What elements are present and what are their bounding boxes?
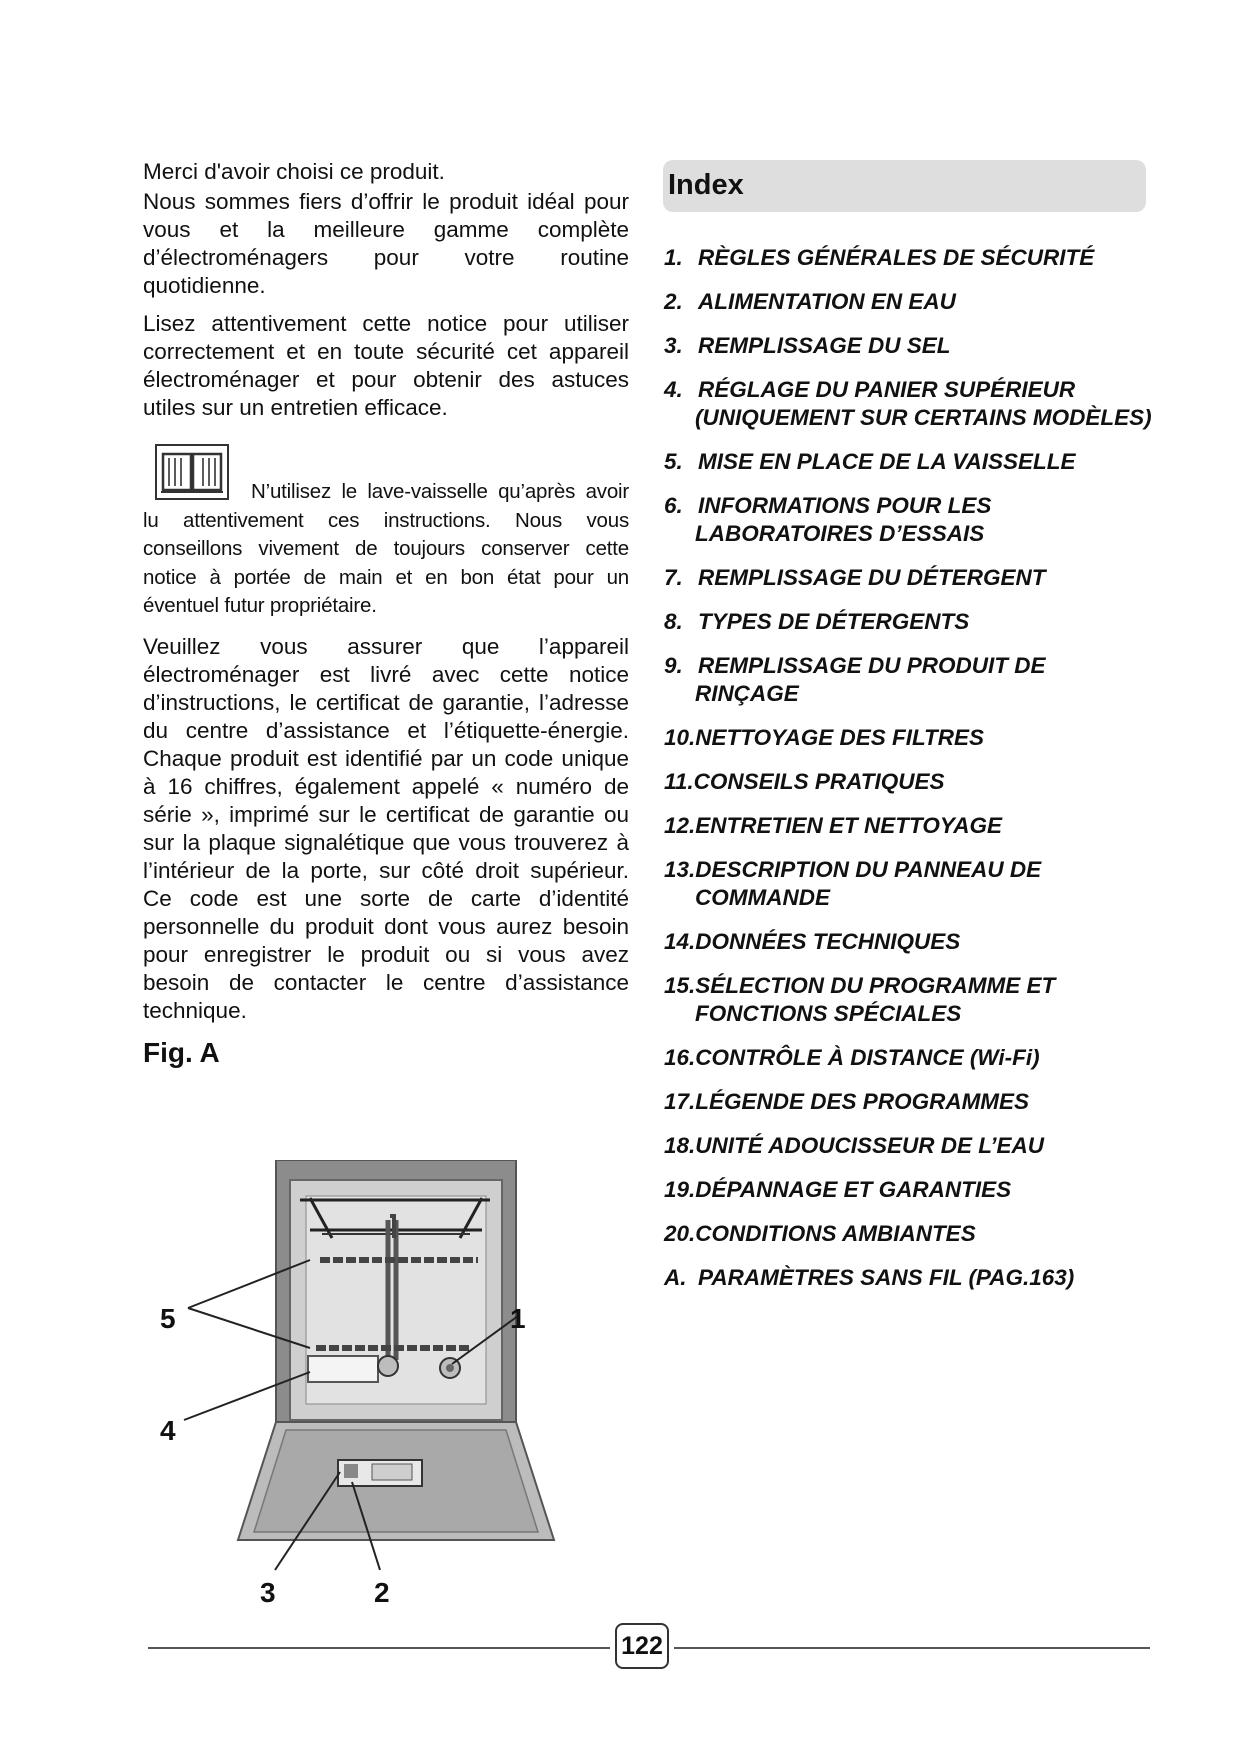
index-item: [664, 332, 1184, 360]
index-item-title: RÈGLES GÉNÉRALES DE SÉCURITÉ: [698, 245, 1095, 270]
index-item: [664, 928, 1184, 956]
index-item: [664, 1132, 1184, 1160]
index-item-title: CONTRÔLE À DISTANCE (Wi-Fi): [695, 1045, 1040, 1070]
index-item: [664, 768, 1184, 796]
index-item: [664, 812, 1184, 840]
index-item-continuation: LABORATOIRES D’ESSAIS: [695, 521, 985, 546]
index-item: [664, 724, 1184, 752]
index-item-continuation: COMMANDE: [695, 885, 830, 910]
note-body: N’utilisez le lave-vaisselle qu’après avoir lu attentivement ces instructions. Nous vous conseillons vivement de toujours conserver cette notice à portée de main et en bon état pour un éventuel futur propriétaire.: [143, 480, 629, 617]
intro-paragraph-1: [143, 158, 629, 300]
callout-4: 4: [160, 1415, 176, 1446]
index-item: [664, 1264, 1184, 1292]
index-item: [664, 448, 1184, 476]
index-item-title: INFORMATIONS POUR LES: [698, 493, 992, 518]
index-item-title: ENTRETIEN ET NETTOYAGE: [695, 813, 1002, 838]
intro-paragraph-3: Veuillez vous assurer que l’appareil électroménager est livré avec cette notice d’instructions, le certificat de garantie, l’adresse du centre d’assistance et l’étiquette-énergie. Chaque produit est identifié par un code unique à 16 chiffres, également appelé « numéro de série », imprimé sur le certificat de garantie ou sur la plaque signalétique que vous trouverez à l’intérieur de la porte, sur côté droit supérieur. Ce code est une sorte de carte d’identité personnelle du produit dont vous aurez besoin pour enregistrer le produit ou si vous avez besoin de contacter le centre d’assistance technique.: [143, 633, 629, 1023]
index-item: [664, 856, 1184, 912]
index-item-number: 20.: [664, 1221, 696, 1246]
index-item-title: REMPLISSAGE DU PRODUIT DE: [698, 653, 1046, 678]
intro-column: [143, 158, 629, 1069]
index-item-title: CONDITIONS AMBIANTES: [695, 1221, 976, 1246]
callout-2: 2: [374, 1577, 390, 1608]
index-item-number: 9.: [664, 653, 683, 678]
index-item-number: 8.: [664, 609, 683, 634]
index-item-number: A.: [664, 1265, 687, 1290]
callout-5: 5: [160, 1303, 176, 1334]
index-item: [664, 564, 1184, 592]
index-item-title: CONSEILS PRATIQUES: [693, 769, 945, 794]
index-item: [664, 1088, 1184, 1116]
filter-plate: [308, 1356, 378, 1382]
callout-1: 1: [510, 1303, 526, 1334]
index-item-number: 16.: [664, 1045, 696, 1070]
page-number: 122: [615, 1623, 669, 1669]
index-list: [664, 244, 1184, 1308]
intro-paragraph-2: Lisez attentivement cette notice pour utiliser correctement et en toute sécurité cet appareil électroménager et pour obtenir des astuces utiles sur un entretien efficace.: [143, 311, 629, 420]
index-item: [664, 376, 1184, 432]
filter-cup: [378, 1356, 398, 1376]
index-item-number: 13.: [664, 857, 696, 882]
figure-label: Fig. A: [143, 1036, 220, 1068]
index-item: [664, 492, 1184, 548]
index-item-title: DÉPANNAGE ET GARANTIES: [695, 1177, 1012, 1202]
footer-rule-left: [148, 1647, 610, 1649]
index-item-number: 4.: [664, 377, 683, 402]
index-item-title: PARAMÈTRES SANS FIL (PAG.163): [698, 1265, 1075, 1290]
index-item-number: 17.: [664, 1089, 696, 1114]
index-item-number: 11.: [664, 769, 694, 794]
index-item-number: 3.: [664, 333, 683, 358]
index-item-number: 18.: [664, 1133, 696, 1158]
open-book-icon: [155, 444, 229, 500]
index-item-title: ALIMENTATION EN EAU: [698, 289, 956, 314]
intro-pride: Nous sommes fiers d’offrir le produit idéal pour vous et la meilleure gamme complète d’électroménagers pour votre routine quotidienne.: [143, 189, 629, 298]
index-item-continuation: RINÇAGE: [695, 681, 799, 706]
index-item-number: 7.: [664, 565, 683, 590]
index-item-number: 12.: [664, 813, 696, 838]
index-header: [663, 160, 1146, 212]
index-item-number: 10.: [664, 725, 696, 750]
intro-thanks: Merci d'avoir choisi ce produit.: [143, 159, 445, 184]
index-item-title: NETTOYAGE DES FILTRES: [695, 725, 985, 750]
index-item-number: 1.: [664, 245, 683, 270]
index-item: [664, 244, 1184, 272]
index-item-number: 14.: [664, 929, 696, 954]
callout-3: 3: [260, 1577, 276, 1608]
index-item-title: DONNÉES TECHNIQUES: [695, 929, 961, 954]
index-item-title: MISE EN PLACE DE LA VAISSELLE: [698, 449, 1076, 474]
index-item: [664, 1044, 1184, 1072]
dishwasher-illustration: [160, 1160, 630, 1620]
index-item: [664, 652, 1184, 708]
manual-note: [143, 444, 629, 621]
index-item-continuation: FONCTIONS SPÉCIALES: [695, 1001, 962, 1026]
index-item: [664, 288, 1184, 316]
index-item-title: TYPES DE DÉTERGENTS: [698, 609, 970, 634]
index-item-title: REMPLISSAGE DU DÉTERGENT: [698, 565, 1046, 590]
index-item: [664, 1176, 1184, 1204]
index-item-title: DESCRIPTION DU PANNEAU DE: [695, 857, 1042, 882]
index-item: [664, 1220, 1184, 1248]
footer-rule-right: [674, 1647, 1150, 1649]
index-item: [664, 608, 1184, 636]
index-item-title: RÉGLAGE DU PANIER SUPÉRIEUR: [698, 377, 1076, 402]
index-item-number: 6.: [664, 493, 683, 518]
index-item-number: 19.: [664, 1177, 696, 1202]
index-item-title: SÉLECTION DU PROGRAMME ET: [695, 973, 1056, 998]
index-item-title: REMPLISSAGE DU SEL: [698, 333, 951, 358]
index-item: [664, 972, 1184, 1028]
index-item-title: LÉGENDE DES PROGRAMMES: [695, 1089, 1030, 1114]
index-item-number: 2.: [664, 289, 683, 314]
index-item-continuation: (UNIQUEMENT SUR CERTAINS MODÈLES): [695, 405, 1152, 430]
index-item-number: 5.: [664, 449, 683, 474]
index-item-number: 15.: [664, 973, 696, 998]
index-item-title: UNITÉ ADOUCISSEUR DE L’EAU: [695, 1133, 1045, 1158]
index-title: Index: [668, 169, 744, 201]
